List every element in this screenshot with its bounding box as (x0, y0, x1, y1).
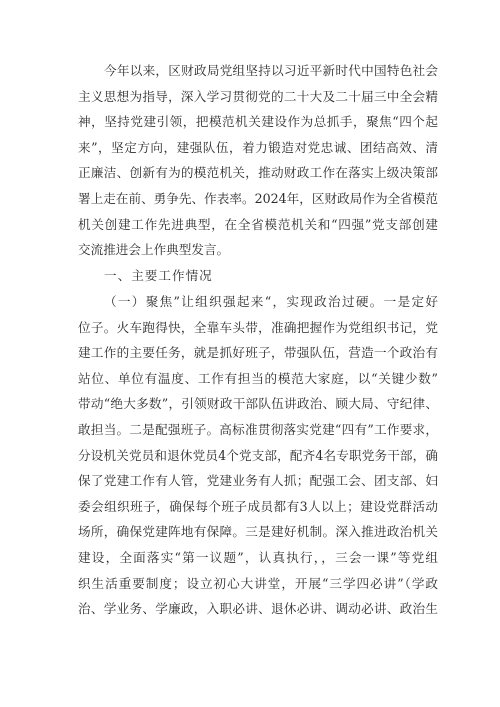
text-line: 主义思想为指导，深入学习贯彻党的二十大及二十届三中全会精 (78, 88, 438, 104)
text-line: 站位、单位有温度、工作有担当的模范大家庭，以“关键少数” (78, 370, 438, 386)
text-line: 织生活重要制度；设立初心大讲堂，开展“三学四必讲”（学政 (78, 575, 438, 591)
text-line: 位子。火车跑得快，全靠车头带，准确把握作为党组织书记，党 (78, 319, 438, 335)
text-line: 建设，全面落实“第一议题”，认真执行，，三会一课”等党组 (78, 549, 438, 565)
text-line: 今年以来，区财政局党组坚持以习近平新时代中国特色社会 (104, 63, 438, 78)
text-line: 分设机关党员和退休党员4个党支部，配齐4名专职党务干部，确 (78, 447, 438, 463)
text-line: 建工作的主要任务，就是抓好班子，带强队伍，营造一个政治有 (78, 345, 438, 361)
text-line: 保了党建工作有人管，党建业务有人抓；配强工会、团支部、妇 (78, 473, 438, 489)
body-paragraph (78, 289, 438, 622)
text-line: （一）聚焦”让组织强起来“，实现政治过硬。一是定好 (104, 294, 438, 309)
text-line: 敢担当。二是配强班子。高标准贯彻落实党建“四有”工作要求， (78, 421, 438, 437)
text-line: 委会组织班子，确保每个班子成员都有3人以上；建设党群活动 (78, 498, 438, 514)
text-line: 交流推进会上作典型发言。 (78, 242, 230, 258)
text-line: 带动“绝大多数”，引领财政干部队伍讲政治、顾大局、守纪律、 (78, 396, 438, 412)
text-line: 治、学业务、学廉政，入职必讲、退休必讲、调动必讲、政治生 (78, 601, 438, 617)
intro-paragraph (78, 58, 438, 263)
text-line: 来”，坚定方向，建强队伍，着力锻造对党忠诚、团结高效、清 (78, 139, 438, 155)
text-line: 神，坚持党建引领，把模范机关建设作为总抓手，聚焦“四个起 (78, 114, 438, 130)
section-heading-block (78, 263, 438, 289)
text-line: 正廉洁、创新有为的模范机关，推动财政工作在落实上级决策部 (78, 165, 438, 181)
section-heading: 一、主要工作情况 (104, 268, 213, 283)
text-line: 机关创建工作先进典型，在全省模范机关和“四强”党支部创建 (78, 216, 438, 232)
text-line: 场所，确保党建阵地有保障。三是建好机制。深入推进政治机关 (78, 524, 438, 540)
text-line: 署上走在前、勇争先、作表率。2024年，区财政局作为全省模范 (78, 190, 438, 206)
